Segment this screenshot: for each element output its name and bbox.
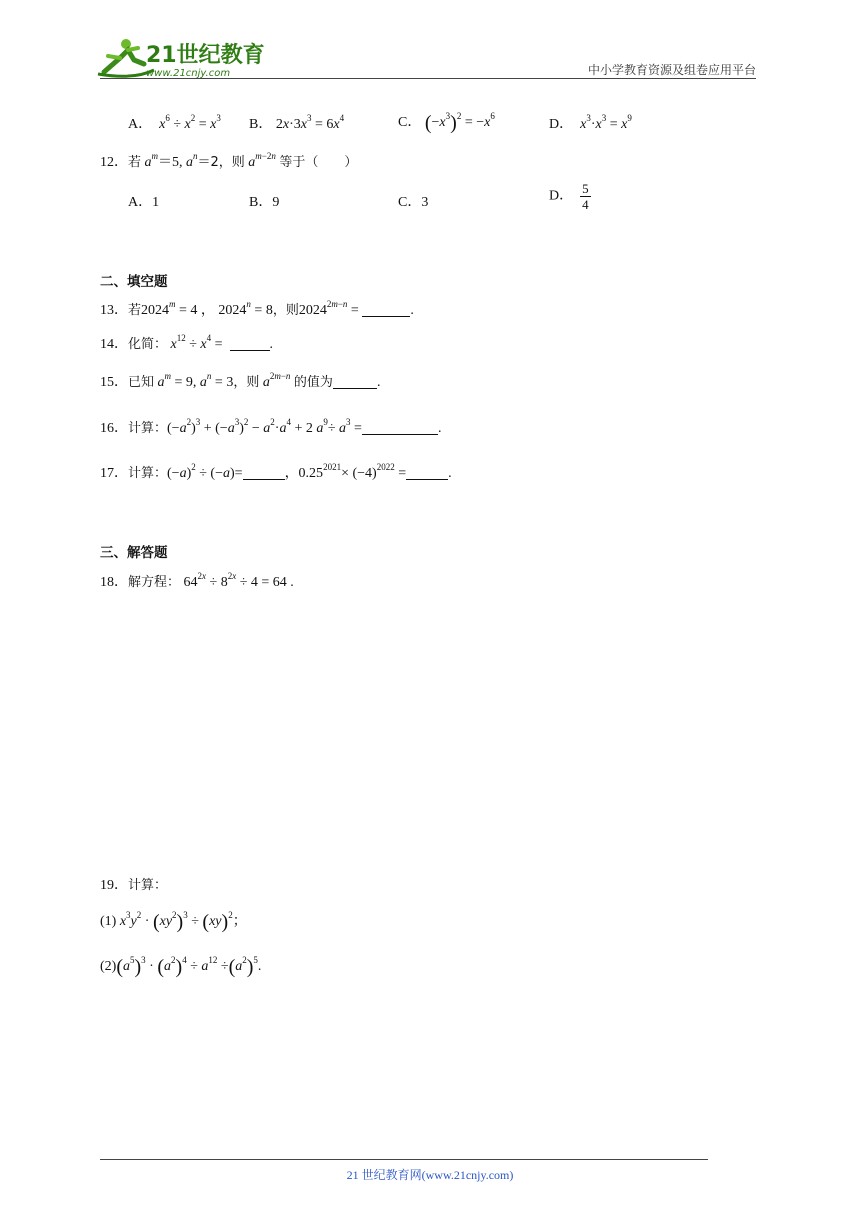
fraction: $\frac{5}{4}$ [582,181,589,212]
question-12: 12．若 $a^m=5$, $a^n=2$，则 $a^{m-2n}$ 等于（ ） [100,151,358,170]
q11-option-c: C． $(-x^3)^2 = -x^6$ [398,111,495,134]
answer-blank[interactable] [362,420,438,435]
svg-text:21世纪教育: 21世纪教育 [146,43,264,68]
answer-blank[interactable] [333,374,377,389]
question-15: 15．已知 $a^m = 9$, $a^n = 3$，则 $a^{2m-n}$ 的值为 . [100,371,381,390]
question-13: 13．若$2024^m = 4$ ， $2024^n = 8$，则$2024^{2m-n}$ = . [100,299,414,318]
question-17: 17．计算：$(-a)^2 \div (-a)=$ ，$0.25^{2021}\times (-4)^{2022}$ = . [100,462,452,481]
q19-part-2: $(2)(a^5)^3 \cdot (a^2)^4 \div a^{12} \div(a^2)^5$. [100,955,262,978]
platform-name: 中小学教育资源及组卷应用平台 [587,63,756,77]
q12-option-a: A．1 [128,195,160,210]
question-14: 14．化简： $x^{12} \div x^4$ = . [100,333,274,352]
answer-blank[interactable] [406,465,448,480]
answer-blank[interactable] [362,302,410,317]
q12-option-c: C．3 [398,195,429,210]
q11-option-b: B． $2x\cdot 3x^3 = 6x^4$ [249,113,345,132]
site-logo [94,36,264,80]
header-divider [100,78,756,79]
section-fill-in-title: 二、填空题 [100,274,168,290]
footer-link[interactable]: 21 世纪教育网(www.21cnjy.com) [346,1168,514,1182]
answer-blank[interactable] [243,465,285,480]
answer-blank[interactable] [230,336,270,351]
question-18: 18．解方程： $64^{2x} \div 8^{2x} \div 4 = 64$ . [100,571,294,590]
question-19: 19．计算： [100,878,168,893]
svg-text:www.21cnjy.com: www.21cnjy.com [146,68,231,79]
q11-option-d: D． $x^3\cdot x^3 = x^9$ [549,113,632,132]
q12-option-b: B．9 [249,195,280,210]
runner-logo-icon [94,36,264,80]
question-16: 16．计算：$(-a^2)^3 + (-a^3)^2 - a^2\cdot a^4 + 2$ $a^9\div a^3$ = . [100,417,442,436]
section-answer-title: 三、解答题 [100,545,168,561]
q11-option-a: A． $x^6 \div x^2 = x^3$ [128,113,221,132]
q19-part-1: (1) $x^3y^2 \cdot (xy^2)^3 \div (xy)^2$； [100,910,247,933]
footer-divider [100,1159,708,1160]
q12-option-d: D． $\frac{5}{4}$ [549,181,589,212]
